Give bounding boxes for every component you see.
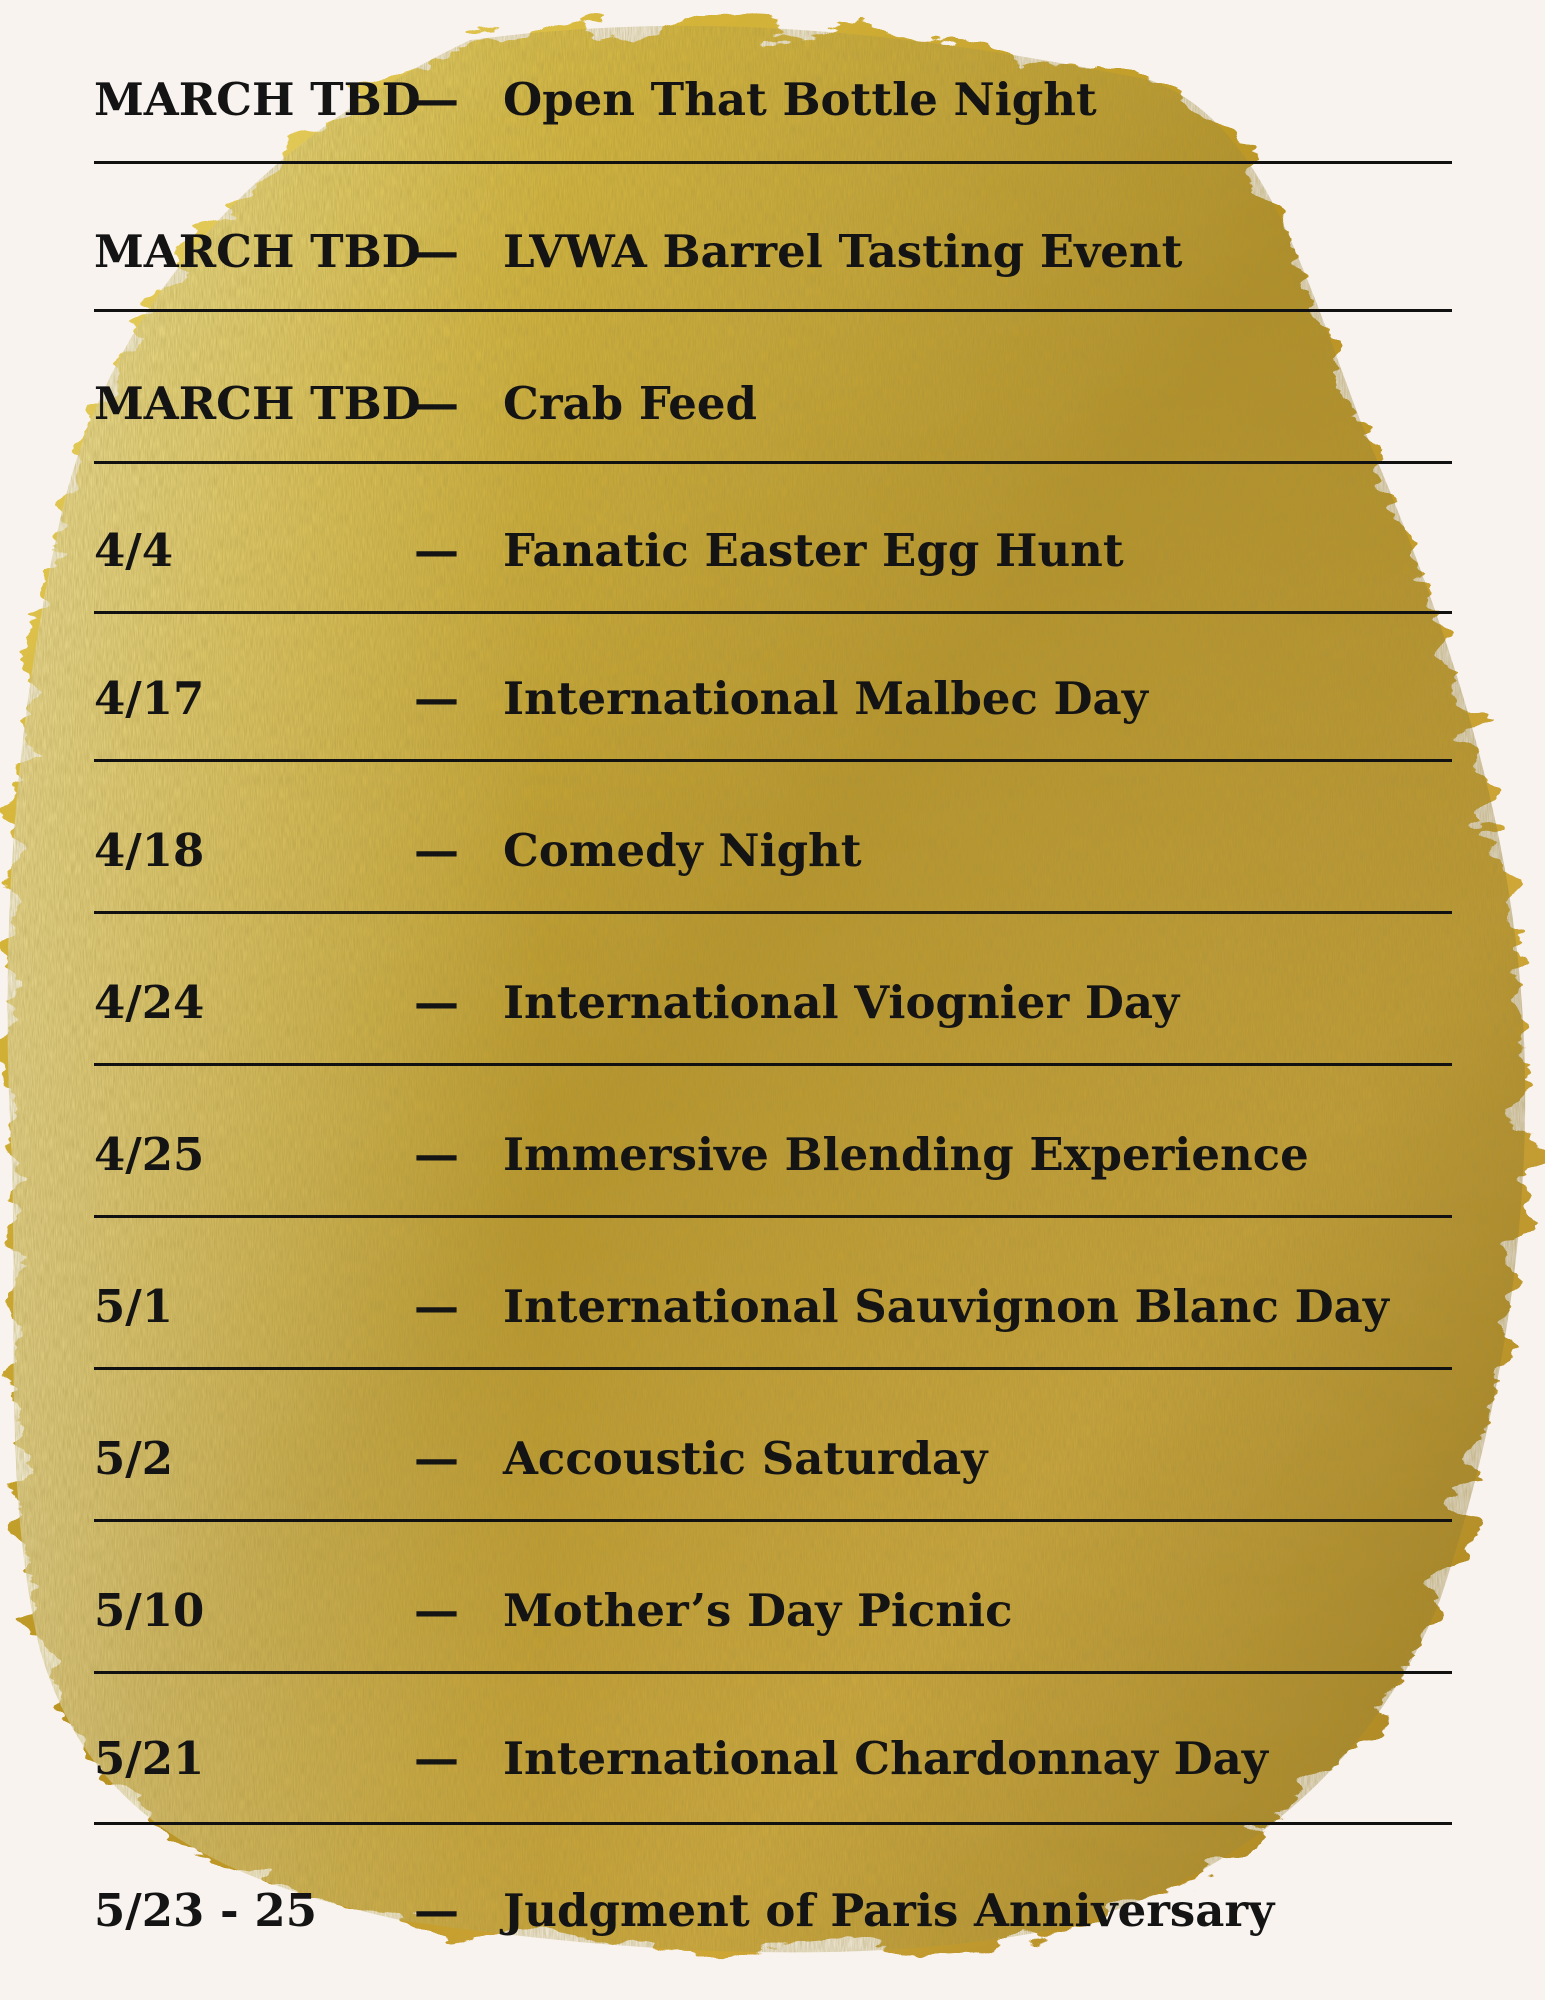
em-dash: — — [414, 1884, 459, 1937]
row-divider — [94, 461, 1452, 464]
event-date: 5/2 — [94, 1432, 174, 1485]
em-dash: — — [414, 976, 459, 1029]
row-divider — [94, 161, 1452, 164]
event-name: International Malbec Day — [503, 672, 1148, 725]
event-name: Comedy Night — [503, 824, 862, 877]
em-dash: — — [414, 225, 459, 278]
event-row — [94, 672, 1452, 725]
event-row — [94, 1432, 1452, 1485]
row-divider — [94, 1822, 1452, 1825]
row-divider — [94, 1671, 1452, 1674]
event-date: 4/17 — [94, 672, 205, 725]
event-date: 5/1 — [94, 1280, 174, 1333]
em-dash: — — [414, 1128, 459, 1181]
event-date: 4/24 — [94, 976, 205, 1029]
row-divider — [94, 759, 1452, 762]
em-dash: — — [414, 672, 459, 725]
event-row — [94, 1884, 1452, 1937]
row-divider — [94, 309, 1452, 312]
event-name: Immersive Blending Experience — [503, 1128, 1309, 1181]
event-date: 5/23 - 25 — [94, 1884, 318, 1937]
row-divider — [94, 1215, 1452, 1218]
em-dash: — — [414, 524, 459, 577]
event-date: MARCH TBD — [94, 377, 421, 430]
em-dash: — — [414, 824, 459, 877]
event-date: 5/21 — [94, 1732, 205, 1785]
event-date: 4/25 — [94, 1128, 205, 1181]
event-name: Open That Bottle Night — [503, 73, 1097, 126]
row-divider — [94, 611, 1452, 614]
event-date: MARCH TBD — [94, 225, 421, 278]
event-name: International Chardonnay Day — [503, 1732, 1268, 1785]
event-name: LVWA Barrel Tasting Event — [503, 225, 1183, 278]
row-divider — [94, 1063, 1452, 1066]
event-row — [94, 73, 1452, 126]
row-divider — [94, 1519, 1452, 1522]
event-name: Accoustic Saturday — [503, 1432, 988, 1485]
em-dash: — — [414, 1584, 459, 1637]
event-name: Crab Feed — [503, 377, 758, 430]
event-date: MARCH TBD — [94, 73, 421, 126]
em-dash: — — [414, 377, 459, 430]
event-date: 4/18 — [94, 824, 205, 877]
event-name: Mother’s Day Picnic — [503, 1584, 1013, 1637]
event-name: International Viognier Day — [503, 976, 1180, 1029]
event-date: 4/4 — [94, 524, 174, 577]
event-row — [94, 824, 1452, 877]
event-row — [94, 1584, 1452, 1637]
event-name: International Sauvignon Blanc Day — [503, 1280, 1389, 1333]
event-name: Fanatic Easter Egg Hunt — [503, 524, 1124, 577]
em-dash: — — [414, 1732, 459, 1785]
row-divider — [94, 911, 1452, 914]
event-row — [94, 1732, 1452, 1785]
event-row — [94, 976, 1452, 1029]
row-divider — [94, 1367, 1452, 1370]
em-dash: — — [414, 1280, 459, 1333]
event-name: Judgment of Paris Anniversary — [503, 1884, 1275, 1937]
event-date: 5/10 — [94, 1584, 205, 1637]
event-row — [94, 225, 1452, 278]
event-row — [94, 1128, 1452, 1181]
em-dash: — — [414, 73, 459, 126]
event-row — [94, 524, 1452, 577]
event-row — [94, 1280, 1452, 1333]
em-dash: — — [414, 1432, 459, 1485]
event-row — [94, 377, 1452, 430]
